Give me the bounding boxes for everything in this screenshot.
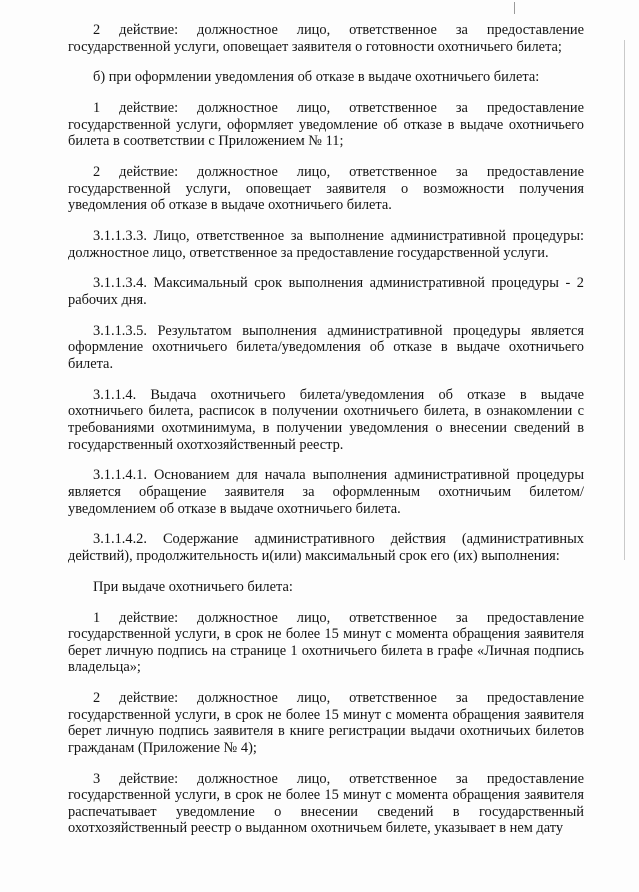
paragraph-refusal-heading: б) при оформлении уведомления об отказе в выдаче охотничьего билета: — [93, 69, 540, 86]
paragraph-action-2-notify-ready: 2 действие: должностное лицо, ответственное за предоставление государственной услуги, оповещает заявителя о готовности охотничьего билета; — [68, 22, 584, 55]
document-body — [68, 22, 584, 837]
paragraph-3-1-1-3-3: 3.1.1.3.3. Лицо, ответственное за выполнение административной процедуры: должностное лицо, ответственное за предоставление государственной услуги. — [68, 228, 584, 261]
scan-artifact-mark — [514, 2, 515, 14]
paragraph-3-1-1-4-1: 3.1.1.4.1. Основанием для начала выполнения административной процедуры является обращение заявителя за оформленным охотничьим билетом/уведомлением об отказе в выдаче охотничьего билета. — [68, 467, 584, 517]
scan-artifact-edge — [624, 40, 625, 560]
paragraph-issuance-action-1: 1 действие: должностное лицо, ответственное за предоставление государственной услуги, в срок не более 15 минут с момента обращения заявителя берет личную подпись на странице 1 охотничьего билета в графе «Личная подпись владельца»; — [68, 609, 584, 676]
paragraph-issuance-heading: При выдаче охотничьего билета: — [93, 578, 293, 595]
paragraph-issuance-action-2: 2 действие: должностное лицо, ответственное за предоставление государственной услуги, в срок не более 15 минут с момента обращения заявителя берет личную подпись заявителя в книге регистрации выдачи охотничьих билетов гражданам (Приложение № 4); — [68, 690, 584, 756]
paragraph-refusal-action-2: 2 действие: должностное лицо, ответственное за предоставление государственной услуги, оповещает заявителя о возможности получения уведомления об отказе в выдаче охотничьего билета. — [68, 164, 584, 214]
paragraph-3-1-1-3-5: 3.1.1.3.5. Результатом выполнения административной процедуры является оформление охотничьего билета/уведомления об отказе в выдаче охотничьего билета. — [68, 322, 584, 373]
paragraph-refusal-action-1: 1 действие: должностное лицо, ответственное за предоставление государственной услуги, оформляет уведомление об отказе в выдаче охотничьего билета в соответствии с Приложением № 11; — [68, 100, 584, 150]
paragraph-3-1-1-4-2: 3.1.1.4.2. Содержание административного действия (административных действий), продолжительность и(или) максимальный срок его (их) выполнения: — [68, 531, 584, 564]
paragraph-3-1-1-3-4: 3.1.1.3.4. Максимальный срок выполнения административной процедуры - 2 рабочих дня. — [68, 275, 584, 309]
paragraph-issuance-action-3: 3 действие: должностное лицо, ответственное за предоставление государственной услуги, в срок не более 15 минут с момента обращения заявителя распечатывает уведомление о внесении сведений в государственный охотхозяйственный реестр о выданном охотничьем билете, указывает в нем дату — [68, 770, 584, 837]
paragraph-3-1-1-4: 3.1.1.4. Выдача охотничьего билета/уведомления об отказе в выдаче охотничьего билета, расписок в получении охотничьего билета, в ознакомлении с требованиями охотминимума, в получении уведомления о внесении сведений в государственный охотхозяйственный реестр. — [68, 386, 584, 453]
